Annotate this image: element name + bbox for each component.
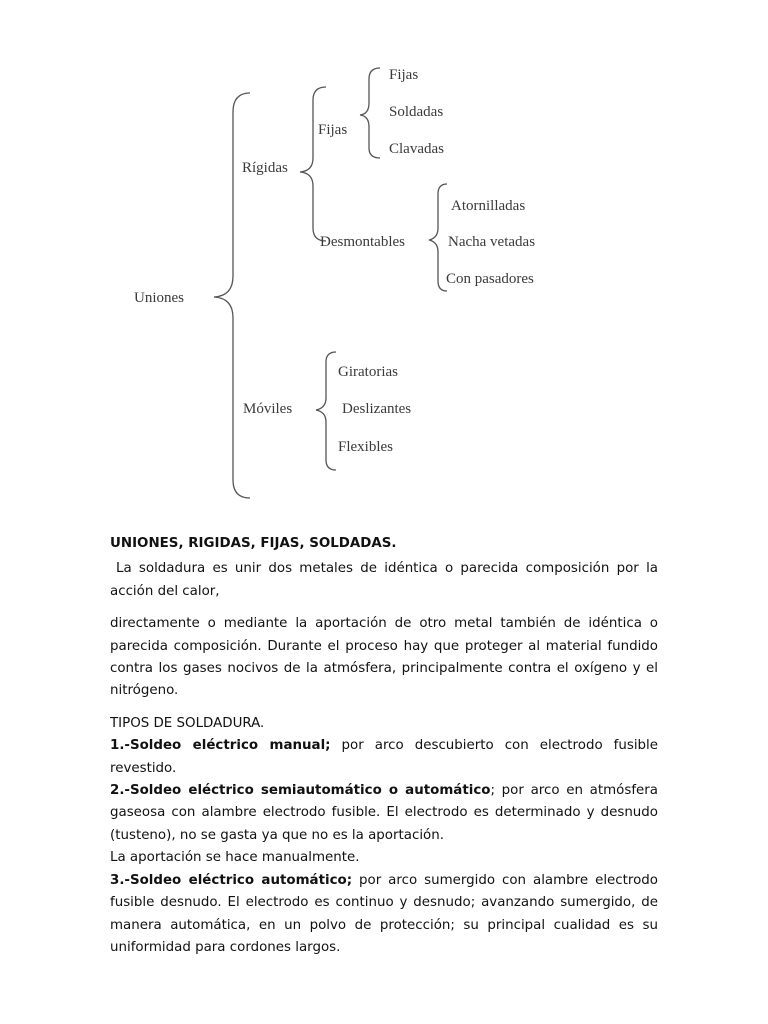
- type-item-3-lead: 3.-Soldeo eléctrico automático;: [110, 872, 353, 888]
- node-moviles: Móviles: [243, 401, 293, 417]
- leaf-clavadas: Clavadas: [389, 141, 444, 157]
- leaf-nacha-vetadas: Nacha vetadas: [448, 234, 536, 250]
- node-uniones: Uniones: [134, 290, 184, 306]
- types-title: TIPOS DE SOLDADURA.: [110, 715, 265, 731]
- type-item-3: [110, 870, 658, 960]
- root-brace: [214, 93, 250, 498]
- leaf-con-pasadores: Con pasadores: [446, 271, 534, 287]
- leaf-fijas: Fijas: [389, 67, 419, 83]
- leaf-flexibles: Flexibles: [338, 439, 393, 455]
- note-line: La aportación se hace manualmente.: [110, 850, 360, 866]
- type-item-2: [110, 780, 658, 847]
- type-item-2-lead: 2.-Soldeo eléctrico semiautomático o automático: [110, 783, 491, 799]
- leaf-atornilladas: Atornilladas: [451, 198, 526, 214]
- fijas-brace: [360, 68, 380, 158]
- node-fijas: Fijas: [318, 122, 348, 138]
- type-item-1: [110, 735, 658, 780]
- leaf-deslizantes: Deslizantes: [342, 401, 412, 417]
- paragraph-intro: La soldadura es unir dos metales de idéntica o parecida composición por la acción del calor,: [110, 561, 658, 599]
- node-desmontables: Desmontables: [320, 234, 405, 250]
- section-heading: UNIONES, RIGIDAS, FIJAS, SOLDADAS.: [110, 536, 397, 551]
- desmontables-brace: [429, 184, 447, 291]
- type-item-2-text: ; por arco en atmósfera gaseosa con alambre electrodo fusible. El electrodo es determinado y desnudo (tusteno), no se gasta ya que no es la aportación.: [110, 783, 658, 843]
- type-item-1-lead: 1.-Soldeo eléctrico manual;: [110, 738, 331, 754]
- type-item-3-text: por arco sumergido con alambre electrodo fusible desnudo. El electrodo es continuo y desnudo; avanzando sumergido, de manera automática, en un polvo de protección; su principal cualidad es su uniformidad para cordones largos.: [110, 872, 658, 955]
- rigidas-brace: [300, 87, 326, 241]
- leaf-soldadas: Soldadas: [389, 104, 444, 120]
- paragraph-process: directamente o mediante la aportación de otro metal también de idéntica o parecida composición. Durante el proceso hay que proteger al material fundido contra los gases nocivos de la atmósfera, principalmente contra el oxígeno y el nitrógeno.: [110, 616, 658, 699]
- leaf-giratorias: Giratorias: [338, 364, 398, 380]
- moviles-brace: [316, 352, 336, 470]
- node-rigidas: Rígidas: [242, 160, 288, 176]
- type-item-1-text: por arco descubierto con electrodo fusible revestido.: [110, 738, 659, 776]
- document-body: [110, 533, 658, 959]
